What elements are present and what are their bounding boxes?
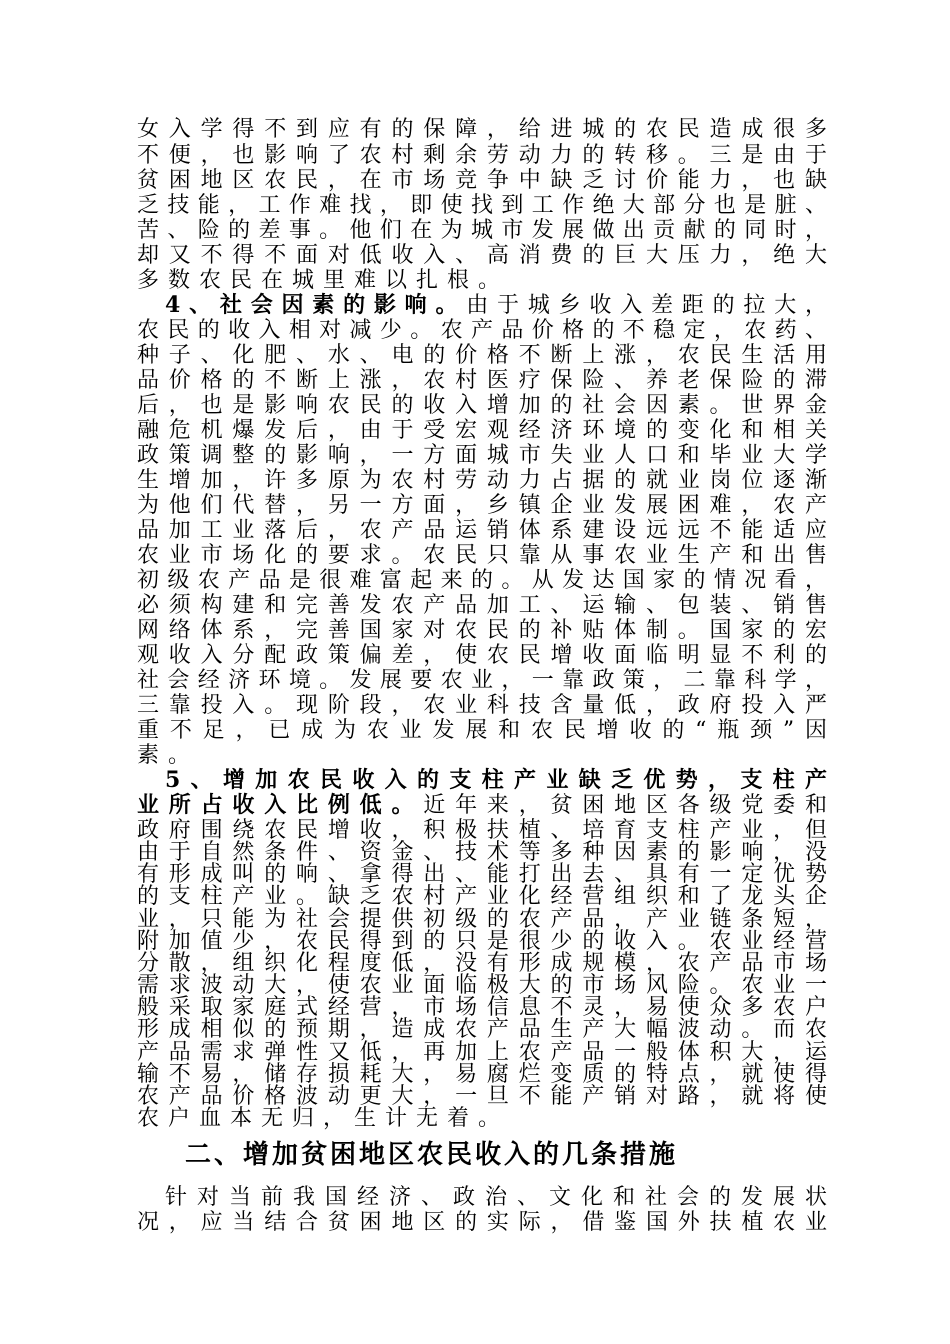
section-5-title-cont: 业所占收入比例低。: [137, 792, 424, 818]
text-line: 农业市场化的要求。农民只靠从事农业生产和出售: [137, 543, 827, 568]
text-line: 女入学得不到应有的保障，给进城的农民造成很多: [137, 117, 827, 142]
text-line: 为他们代替，另一方面，乡镇企业发展困难，农产: [137, 493, 827, 518]
text-line: 苦、险的差事。他们在为城市发展做出贡献的同时，: [137, 218, 827, 243]
text-line: 生增加，许多原为农村劳动力占据的就业岗位逐渐: [137, 468, 827, 493]
text-line: 输不易，储存损耗大，易腐烂变质的特点，就使得: [137, 1062, 827, 1087]
text-line: 农产品价格波动更大，一旦不能产销对路，就将使: [137, 1084, 827, 1109]
text-line: 政府围绕农民增收，积极扶植、培育支柱产业，但: [137, 818, 827, 843]
section-4-first-line: [165, 293, 827, 318]
text-line: 业，只能为社会提供初级的农产品，产业链条短，: [137, 907, 827, 932]
text-line: 贫困地区农民，在市场竞争中缺乏讨价能力，也缺: [137, 168, 827, 193]
text-line: 况，应当结合贫困地区的实际，借鉴国外扶植农业: [137, 1210, 827, 1235]
section-5-lead-text: 近年来，贫困地区各级党委和: [423, 793, 827, 818]
text-line: 产品需求弹性又低，再加上农产品一般体积大，运: [137, 1040, 827, 1065]
text-line: 三靠投入。现阶段，农业科技含量低，政府投入严: [137, 693, 827, 718]
section-4-lead-text: 由于城乡收入差距的拉大，: [466, 293, 827, 318]
text-line: 必须构建和完善发农产品加工、运输、包装、销售: [137, 593, 827, 618]
text-line: 融危机爆发后，由于受宏观经济环境的变化和相关: [137, 418, 827, 443]
text-line: 农民的收入相对减少。农产品价格的不稳定，农药、: [137, 318, 827, 343]
text-line: 观收入分配政策偏差，使农民增收面临明显不利的: [137, 643, 827, 668]
text-line: 重不足，已成为农业发展和农民增收的“瓶颈”因: [137, 718, 827, 743]
text-line: 却又不得不面对低收入、高消费的巨大压力，绝大: [137, 243, 827, 268]
text-line: 附加值少，农民得到的只是很少的收入。农业经营: [137, 929, 827, 954]
text-line: 品价格的不断上涨，农村医疗保险、养老保险的滞: [137, 368, 827, 393]
text-line: 的支柱产业。缺乏农村产业化经营组织和了龙头企: [137, 884, 827, 909]
text-line: 多数农民在城里难以扎根。: [137, 268, 510, 293]
text-line: 分散，组织化程度低，没有形成规模，农产品市场: [137, 951, 827, 976]
section-4-title: 4、社会因素的影响。: [165, 292, 467, 318]
text-line: 有形成叫的响、拿得出、能打出去、具有一定优势: [137, 862, 827, 887]
section-heading: 二、增加贫困地区农民收入的几条措施: [185, 1140, 679, 1170]
section-5-title-line: [165, 768, 827, 793]
text-line: 社会经济环境。发展要农业，一靠政策，二靠科学，: [137, 668, 827, 693]
text-line: 后，也是影响农民的收入增加的社会因素。世界金: [137, 393, 827, 418]
text-line: 农户血本无归，生计无着。: [137, 1106, 510, 1131]
section-5-title: 5、增加农民收入的支柱产业缺乏优势，支柱产: [165, 767, 827, 793]
text-line: 乏技能，工作难找，即使找到工作绝大部分也是脏、: [137, 193, 827, 218]
text-line: 般采取家庭式经营，市场信息不灵，易使众多农户: [137, 995, 827, 1020]
text-line: 针对当前我国经济、政治、文化和社会的发展状: [165, 1185, 827, 1210]
text-line: 素。: [137, 743, 200, 768]
text-line: 种子、化肥、水、电的价格不断上涨，农民生活用: [137, 343, 827, 368]
text-line: 形成相似的预期，造成农产品生产大幅波动。而农: [137, 1017, 827, 1042]
text-line: 网络体系，完善国家对农民的补贴体制。国家的宏: [137, 618, 827, 643]
text-line: 需求波动大，使农业面临极大的市场风险。农业一: [137, 973, 827, 998]
section-5-second-line: [137, 793, 827, 818]
text-line: 由于自然条件、资金、技术等多种因素的影响，没: [137, 840, 827, 865]
text-line: 政策调整的影响，一方面城市失业人口和毕业大学: [137, 443, 827, 468]
text-line: 初级农产品是很难富起来的。从发达国家的情况看，: [137, 568, 827, 593]
text-line: 品加工业落后，农产品运销体系建设远远不能适应: [137, 518, 827, 543]
text-line: 不便，也影响了农村剩余劳动力的转移。三是由于: [137, 143, 827, 168]
